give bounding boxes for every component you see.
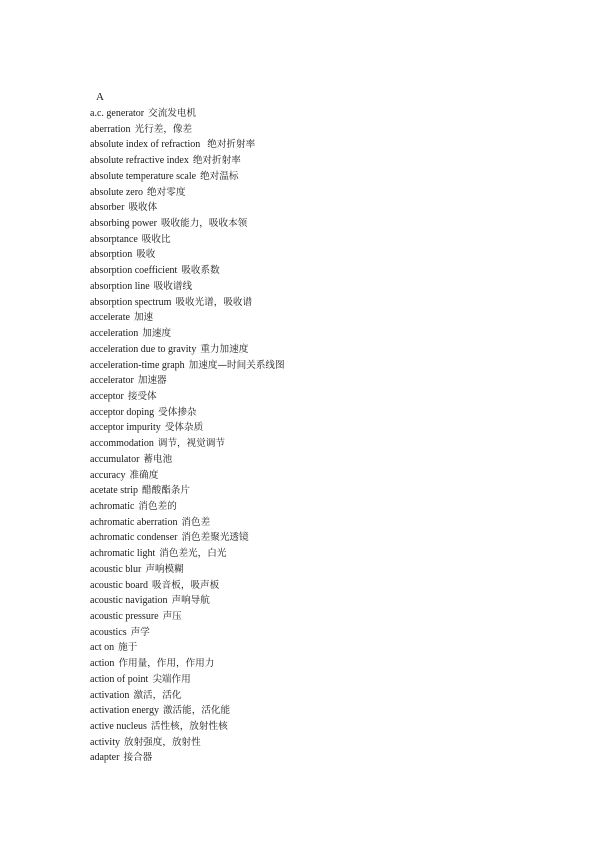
glossary-entry [90, 169, 285, 185]
entry-term: absorbing power [90, 218, 157, 230]
entry-term: absorber [90, 202, 125, 214]
glossary-entry [90, 515, 285, 531]
entry-gloss: 活性核，放射性核 [150, 721, 228, 733]
entry-gloss: 声压 [162, 611, 182, 622]
entry-term: adapter [90, 752, 120, 764]
glossary-entry [90, 342, 285, 358]
glossary-entry [90, 153, 285, 169]
entry-term: accelerator [90, 375, 134, 387]
entry-term: act on [90, 642, 115, 654]
entry-term: acetate strip [90, 485, 139, 497]
entry-term: achromatic [90, 500, 135, 512]
glossary-entry [90, 703, 285, 719]
entry-gloss: 接合器 [123, 752, 153, 764]
glossary-entry [90, 719, 285, 735]
entry-gloss: 消色差聚光透镜 [181, 532, 249, 544]
glossary-entry [90, 326, 285, 342]
entry-gloss: 消色差的 [138, 500, 177, 512]
entry-gloss: 声响导航 [171, 595, 210, 607]
entry-term: absolute zero [90, 186, 144, 198]
entry-term: acceptor impurity [90, 422, 161, 434]
entry-gloss: 醋酸酯条片 [142, 485, 190, 497]
section-letter-heading: A [96, 91, 104, 103]
glossary-entry [90, 373, 285, 389]
glossary-entry [90, 358, 285, 374]
glossary-entry [90, 546, 285, 562]
entry-gloss: 声响模糊 [145, 563, 184, 575]
entry-term: acceptor [90, 390, 124, 402]
entry-term: active nucleus [90, 721, 147, 733]
entry-gloss: 受体杂质 [164, 422, 204, 434]
glossary-entry [90, 185, 285, 201]
entry-gloss: 消色差光，白光 [159, 548, 227, 560]
entry-gloss: 作用量，作用，作用力 [118, 658, 215, 670]
glossary-entry [90, 735, 285, 751]
glossary-entry [90, 688, 285, 704]
entry-gloss: 吸收系数 [181, 265, 220, 277]
glossary-entry [90, 530, 285, 546]
entry-term: activation [90, 689, 130, 701]
entry-gloss: 吸收能力，吸收本领 [160, 218, 248, 230]
entry-gloss: 激活，活化 [133, 689, 182, 701]
entry-term: acoustic navigation [90, 595, 168, 607]
glossary-entry [90, 593, 285, 609]
entry-gloss: 加速度 [142, 328, 172, 340]
entry-term: accommodation [90, 438, 154, 450]
entry-gloss: 加速器 [137, 375, 167, 387]
entry-term: achromatic condenser [90, 532, 178, 544]
entry-gloss: 施于 [118, 642, 138, 654]
entry-gloss: 调节，视觉调节 [157, 438, 226, 450]
glossary-entry [90, 609, 285, 625]
entry-term: acoustic board [90, 579, 149, 591]
entry-gloss: 吸收光谱，吸收谱 [175, 296, 253, 308]
entry-gloss: 交流发电机 [148, 108, 197, 119]
entry-term: acceleration-time graph [90, 359, 185, 371]
entry-term: activation energy [90, 705, 159, 717]
entry-term: acoustic pressure [90, 611, 159, 622]
entry-term: absolute temperature scale [90, 170, 197, 182]
glossary-entry [90, 468, 285, 484]
entry-gloss: 加速 [133, 312, 154, 324]
entry-gloss: 激活能，活化能 [162, 705, 231, 717]
entry-term: absorption spectrum [90, 296, 172, 308]
entry-term: action of point [90, 673, 149, 685]
entry-term: absorption coefficient [90, 265, 178, 277]
entry-term: acceptor doping [90, 406, 155, 418]
glossary-entry [90, 420, 285, 436]
entry-term: acoustic blur [90, 563, 142, 575]
glossary-entry [90, 310, 285, 326]
entry-term: absorptance [90, 233, 138, 245]
entry-term: absorption [90, 249, 133, 261]
entry-term: achromatic light [90, 548, 156, 560]
entry-gloss: 消色差 [181, 516, 211, 528]
entry-gloss: 重力加速度 [200, 343, 249, 355]
entry-term: absolute refractive index [90, 155, 189, 167]
glossary-entry [90, 216, 285, 232]
glossary-entry [90, 640, 285, 656]
entry-term: a.c. generator [90, 108, 145, 119]
glossary-entry [90, 389, 285, 405]
glossary-entry [90, 232, 285, 248]
glossary-entry [90, 672, 285, 688]
glossary-entry [90, 452, 285, 468]
glossary-entry [90, 436, 285, 452]
glossary-entry [90, 483, 285, 499]
entry-gloss: 接受体 [127, 390, 157, 402]
glossary-entry [90, 625, 285, 641]
glossary-entry [90, 499, 285, 515]
entry-gloss: 准确度 [129, 469, 159, 481]
glossary-entry [90, 295, 285, 311]
glossary-entry [90, 247, 285, 263]
glossary-entry [90, 562, 285, 578]
glossary-entry [90, 263, 285, 279]
entry-term: acceleration due to gravity [90, 343, 197, 355]
entry-gloss: 吸收比 [141, 233, 171, 245]
entry-term: accelerate [90, 312, 130, 324]
entry-term: accuracy [90, 469, 126, 481]
entry-gloss: 加速度—时间关系线图 [188, 359, 285, 371]
entry-gloss: 绝对零度 [147, 186, 186, 198]
entry-gloss: 吸音板，吸声板 [152, 579, 220, 591]
glossary-entry [90, 279, 285, 295]
entry-gloss: 光行差，像差 [134, 123, 193, 135]
entry-gloss: 吸收体 [128, 202, 158, 214]
glossary-entry [90, 578, 285, 594]
glossary-entry [90, 200, 285, 216]
glossary-list [90, 106, 285, 766]
glossary-entry [90, 656, 285, 672]
entry-gloss: 绝对温标 [200, 170, 239, 182]
entry-term: acceleration [90, 328, 139, 340]
entry-term: aberration [90, 123, 131, 135]
entry-gloss: 声学 [130, 626, 150, 638]
entry-term: activity [90, 736, 120, 748]
entry-term: action [90, 658, 115, 670]
glossary-entry [90, 137, 285, 153]
entry-gloss: 蓄电池 [143, 453, 173, 465]
glossary-entry [90, 750, 285, 766]
entry-gloss: 绝对折射率 [192, 155, 241, 167]
entry-term: achromatic aberration [90, 516, 178, 528]
entry-term: absorption line [90, 280, 150, 292]
glossary-entry [90, 405, 285, 421]
glossary-entry [90, 122, 285, 138]
entry-gloss: 尖端作用 [152, 673, 191, 685]
entry-gloss: 吸收 [136, 249, 156, 261]
glossary-entry [90, 106, 285, 122]
entry-gloss: 绝对折射率 [204, 139, 256, 151]
entry-term: absolute index of refraction [90, 139, 201, 151]
entry-term: acoustics [90, 626, 127, 638]
entry-gloss: 吸收谱线 [153, 280, 193, 292]
entry-term: accumulator [90, 453, 140, 465]
entry-gloss: 受体掺杂 [158, 406, 197, 418]
entry-gloss: 放射强度，放射性 [124, 736, 201, 748]
